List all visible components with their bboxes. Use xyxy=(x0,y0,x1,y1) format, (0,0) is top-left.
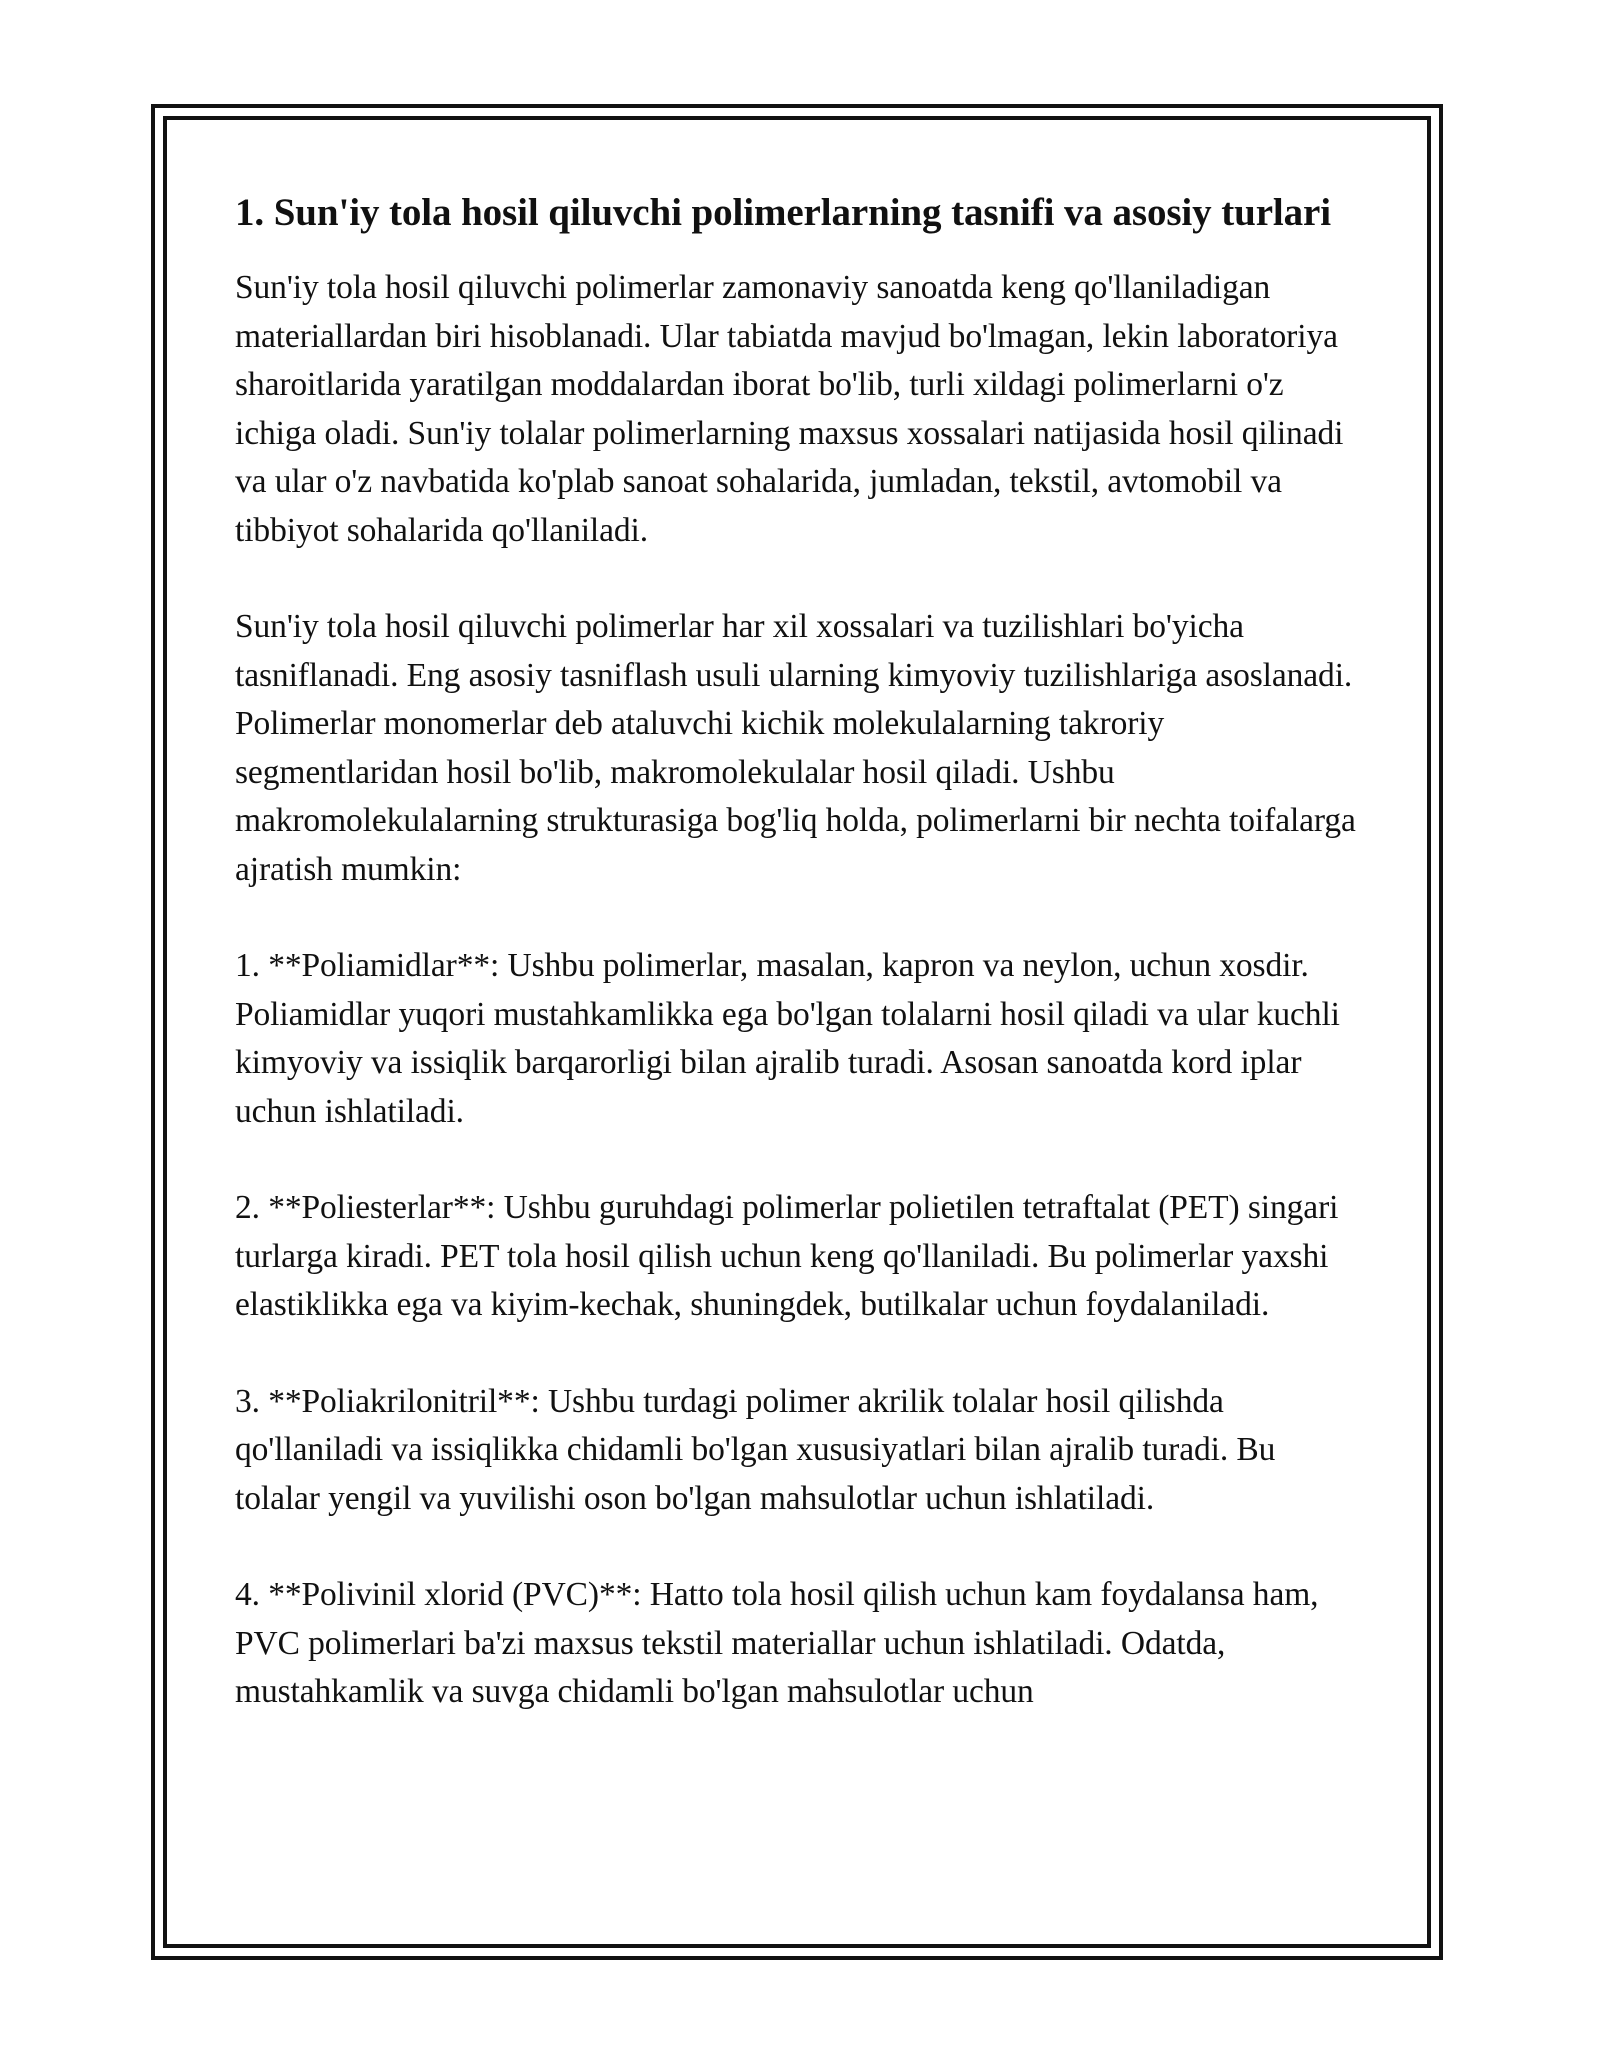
document-body xyxy=(235,186,1365,1765)
list-item-polyesters: 2. **Poliesterlar**: Ushbu guruhdagi polimerlar polietilen tetraftalat (PET) singari turlarga kiradi. PET tola hosil qilish uchun keng qo'llaniladi. Bu polimerlar yaxshi elastiklikka ega va kiyim-kechak, shuningdek, butilkalar uchun foydalaniladi. xyxy=(235,1189,1339,1323)
paragraph-classification: Sun'iy tola hosil qiluvchi polimerlar har xil xossalari va tuzilishlari bo'yicha tasniflanadi. Eng asosiy tasniflash usuli ularning kimyoviy tuzilishlariga asoslanadi. Polimerlar monomerlar deb ataluvchi kichik molekulalarning takroriy segmentlaridan hosil bo'lib, makromolekulalar hosil qiladi. Ushbu makromolekulalarning strukturasiga bog'liq holda, polimerlarni bir nechta toifalarga ajratish mumkin: xyxy=(235,608,1356,888)
section-heading: 1. Sun'iy tola hosil qiluvchi polimerlarning tasnifi va asosiy turlari xyxy=(235,191,1331,234)
paragraph-intro: Sun'iy tola hosil qiluvchi polimerlar zamonaviy sanoatda keng qo'llaniladigan materiallardan biri hisoblanadi. Ular tabiatda mavjud bo'lmagan, lekin laboratoriya sharoitlarida yaratilgan moddalardan iborat bo'lib, turli xildagi polimerlarni o'z ichiga oladi. Sun'iy tolalar polimerlarning maxsus xossalari natijasida hosil qilinadi va ular o'z navbatida ko'plab sanoat sohalarida, jumladan, tekstil, avtomobil va tibbiyot sohalarida qo'llaniladi. xyxy=(235,269,1344,549)
list-item-polyacrylonitrile: 3. **Poliakrilonitril**: Ushbu turdagi polimer akrilik tolalar hosil qilishda qo'llaniladi va issiqlikka chidamli bo'lgan xususiyatlari bilan ajralib turadi. Bu tolalar yengil va yuvilishi oson bo'lgan mahsulotlar uchun ishlatiladi. xyxy=(235,1382,1276,1517)
list-item-polyamides: 1. **Poliamidlar**: Ushbu polimerlar, masalan, kapron va neylon, uchun xosdir. Poliamidlar yuqori mustahkamlikka ega bo'lgan tolalarni hosil qiladi va ular kuchli kimyoviy va issiqlik barqarorligi bilan ajralib turadi. Asosan sanoatda kord iplar uchun ishlatiladi. xyxy=(235,947,1340,1130)
list-item-pvc: 4. **Polivinil xlorid (PVC)**: Hatto tola hosil qilish uchun kam foydalansa ham, PVC polimerlari ba'zi maxsus tekstil materiallar uchun ishlatiladi. Odatda, mustahkamlik va suvga chidamli bo'lgan mahsulotlar uchun xyxy=(235,1576,1319,1710)
